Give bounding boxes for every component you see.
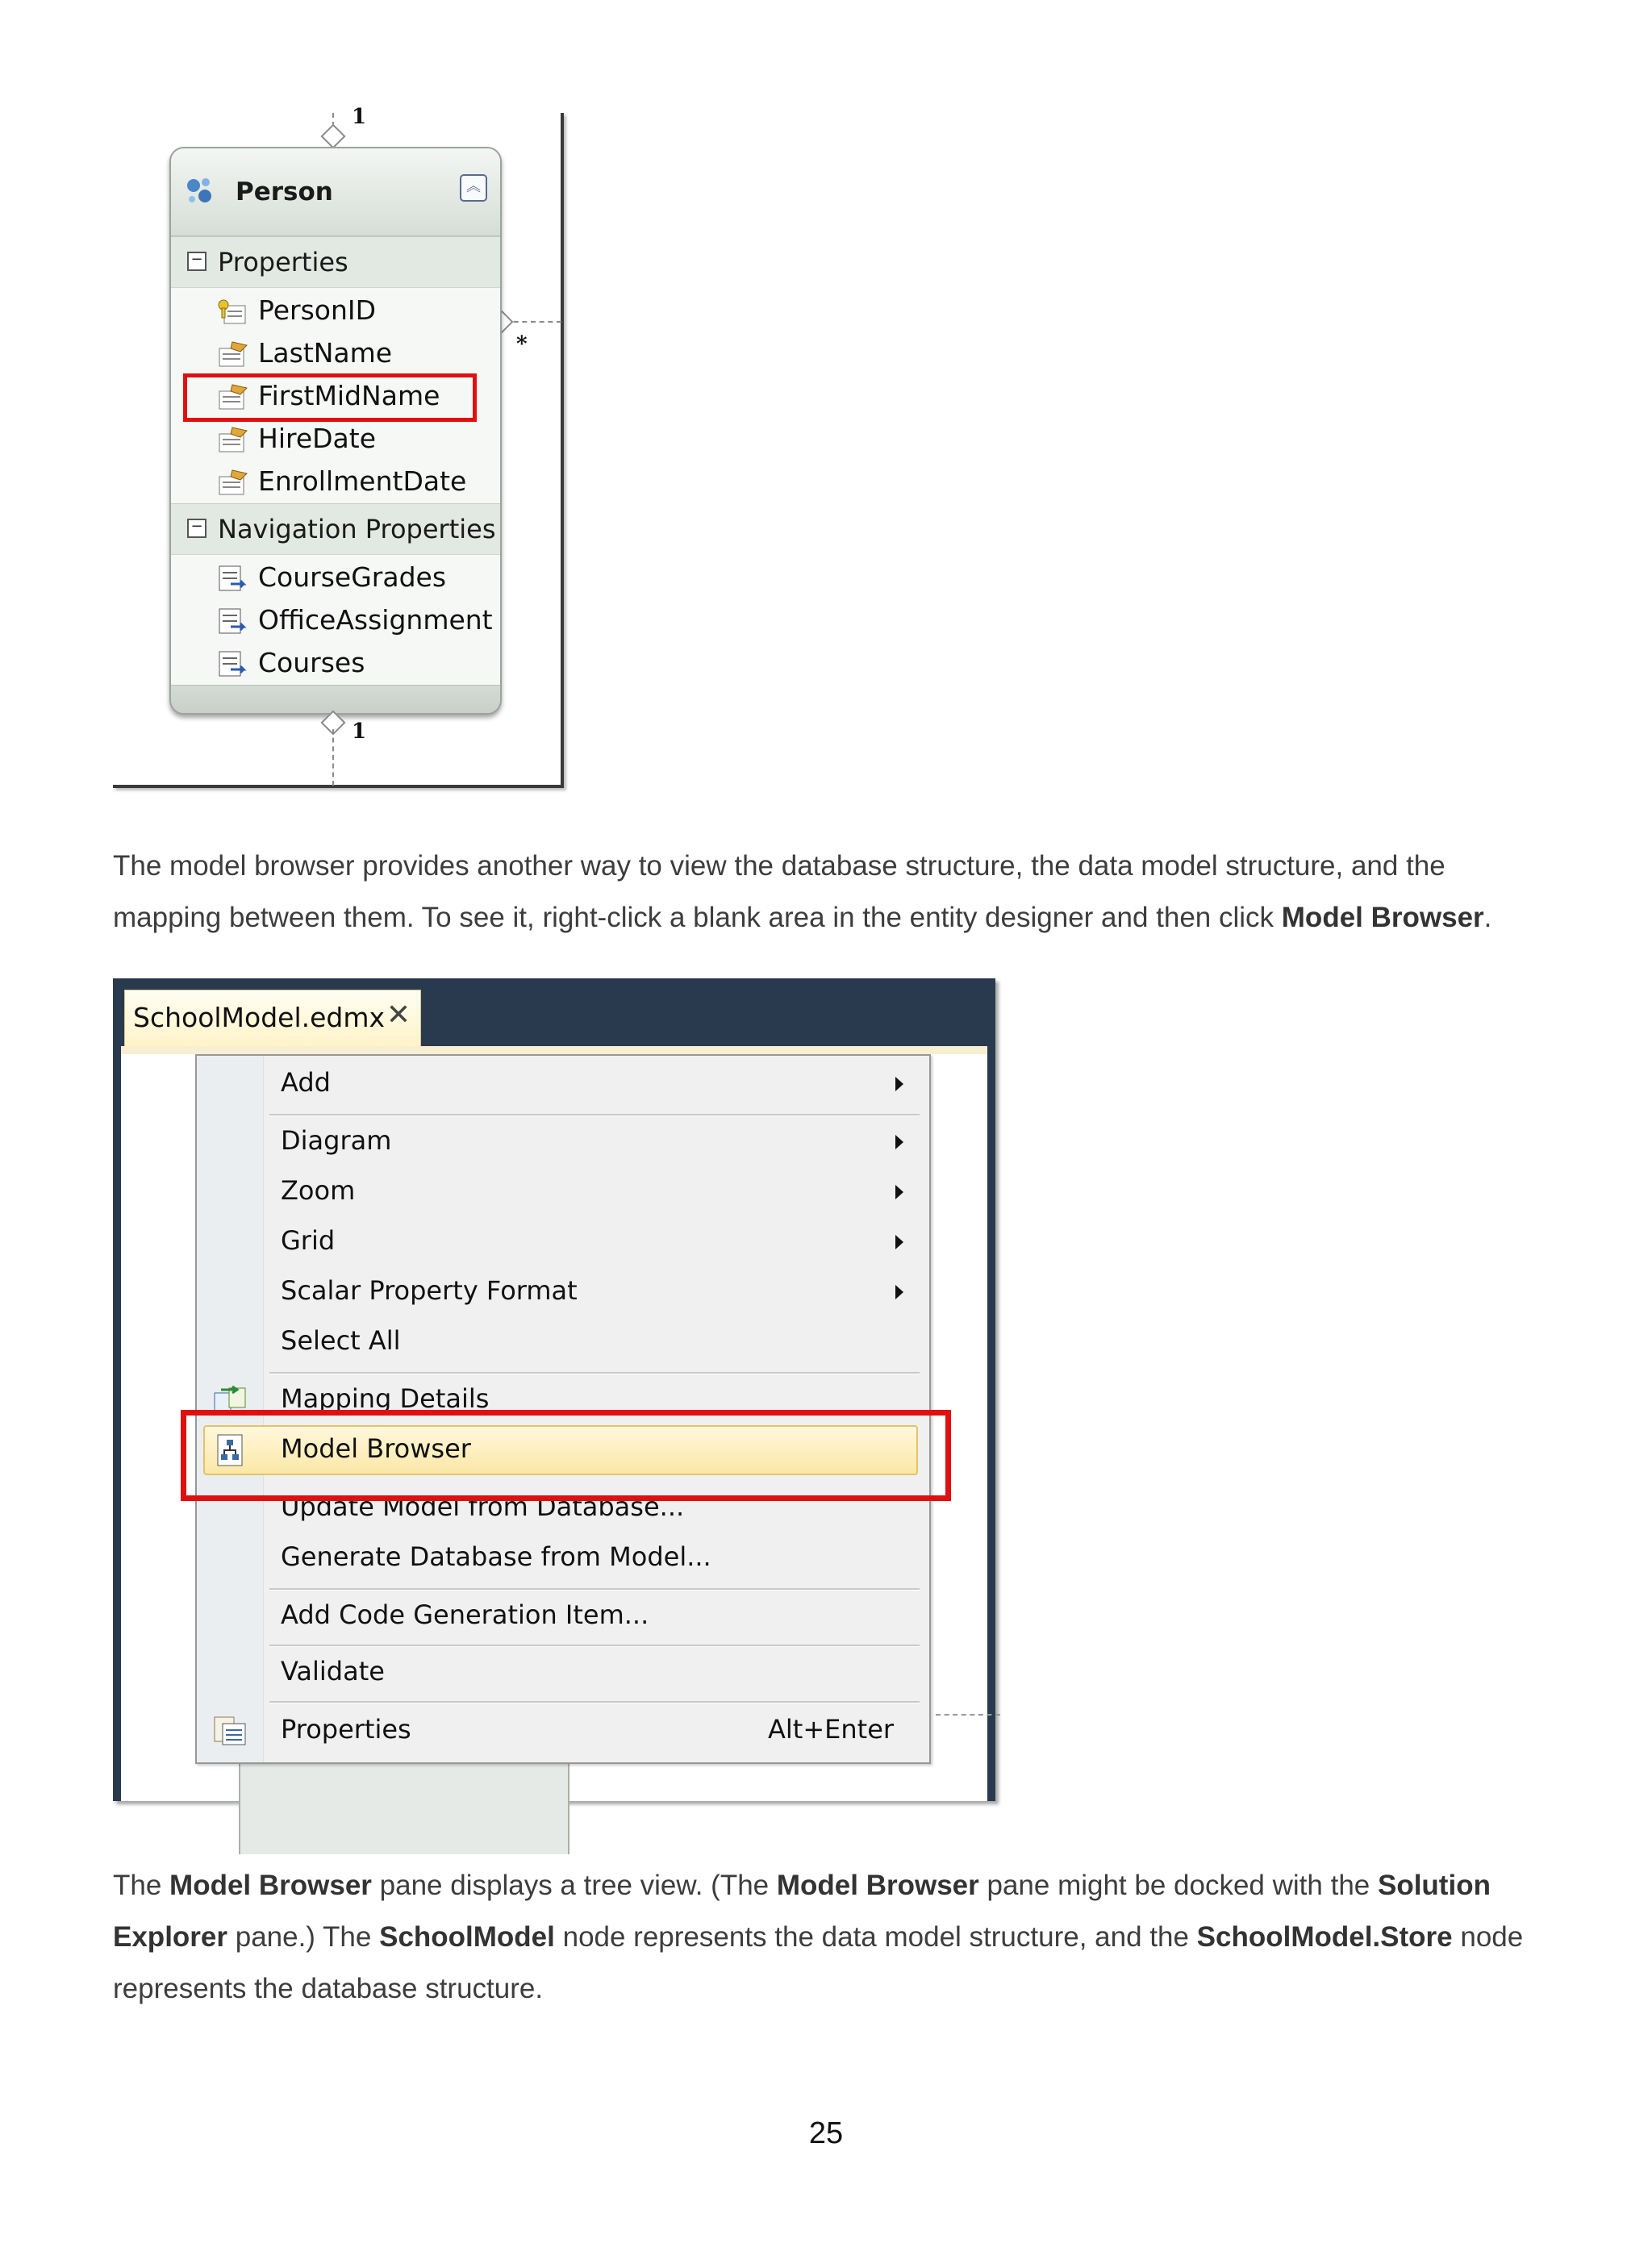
collapse-minus-icon[interactable]: −	[187, 519, 206, 538]
navigation-label: CourseGrades	[258, 561, 447, 593]
property-row[interactable]	[171, 418, 500, 461]
property-label: PersonID	[258, 294, 377, 326]
menu-item-generate-database[interactable]	[197, 1533, 926, 1583]
properties-label: Properties	[218, 247, 348, 277]
property-icon	[216, 426, 248, 455]
submenu-arrow-icon	[895, 1185, 903, 1199]
property-icon	[216, 340, 248, 369]
paragraph-text: node represents the data model structure, and the	[554, 1921, 1197, 1953]
paragraph-text: .	[1483, 902, 1492, 933]
menu-item-validate[interactable]	[197, 1648, 926, 1698]
submenu-arrow-icon	[895, 1285, 903, 1299]
property-label: LastName	[258, 337, 393, 369]
bold-schoolmodel-store: SchoolModel.Store	[1196, 1921, 1453, 1953]
property-label: FirstMidName	[258, 380, 440, 411]
property-row[interactable]	[171, 290, 500, 332]
entity-footer	[171, 685, 500, 713]
paragraph-text: The model browser provides another way to view the database structure, the data model structure, and the mapping between them. To see it, right-click a blank area in the entity designer and then click	[113, 850, 1446, 933]
navigation-label: Navigation Properties	[218, 514, 496, 544]
paragraph-text: pane might be docked with the	[978, 1870, 1378, 1901]
menu-item-label: Validate	[281, 1656, 385, 1687]
bold-model-browser: Model Browser	[776, 1870, 979, 1901]
bold-solution-explorer: Solution Explorer	[113, 1870, 1491, 1953]
navigation-row[interactable]	[171, 557, 500, 599]
bold-model-browser: Model Browser	[169, 1870, 372, 1901]
multiplicity-bottom: 1	[352, 719, 367, 744]
tab-title: SchoolModel.edmx	[133, 1002, 386, 1033]
menu-item-label: Model Browser	[281, 1433, 471, 1464]
document-tab[interactable]	[124, 990, 421, 1047]
menu-item-select-all[interactable]	[197, 1317, 926, 1367]
menu-separator	[269, 1372, 920, 1374]
menu-separator	[269, 1645, 920, 1647]
context-menu-figure	[113, 978, 1000, 1805]
multiplicity-top: 1	[352, 105, 367, 129]
person-entity[interactable]	[169, 147, 502, 715]
navigation-property-icon	[216, 607, 248, 636]
entity-header	[171, 148, 500, 236]
paragraph-text: The	[113, 1870, 170, 1901]
navigation-row[interactable]	[171, 642, 500, 685]
menu-item-diagram[interactable]	[197, 1117, 926, 1167]
menu-item-label: Scalar Property Format	[281, 1275, 578, 1306]
property-row[interactable]	[171, 461, 500, 503]
submenu-arrow-icon	[895, 1077, 903, 1091]
background-association-line	[936, 1714, 1000, 1716]
navigation-property-icon	[216, 650, 248, 679]
menu-item-add-code-generation-item[interactable]	[197, 1591, 926, 1641]
menu-item-label: Select All	[281, 1325, 401, 1356]
submenu-arrow-icon	[895, 1235, 903, 1249]
person-entity-figure	[113, 105, 565, 789]
submenu-arrow-icon	[895, 1135, 903, 1149]
bold-schoolmodel: SchoolModel	[379, 1921, 555, 1953]
property-row[interactable]	[171, 332, 500, 375]
page-number: 25	[808, 2116, 844, 2150]
menu-item-label: Properties	[281, 1714, 411, 1745]
paragraph-text: node represents the database structure.	[113, 1921, 1524, 2004]
highlight-box-firstmidname	[183, 373, 477, 422]
menu-item-scalar-property-format[interactable]	[197, 1267, 926, 1317]
menu-separator	[269, 1114, 920, 1116]
menu-separator	[269, 1701, 920, 1703]
menu-item-label: Add	[281, 1067, 331, 1098]
navigation-section-header[interactable]	[171, 503, 500, 555]
menu-item-label: Zoom	[281, 1175, 356, 1206]
navigation-property-icon	[216, 565, 248, 594]
entity-type-icon	[184, 174, 216, 206]
property-label: HireDate	[258, 423, 377, 454]
property-label: EnrollmentDate	[258, 465, 467, 497]
menu-item-label: Add Code Generation Item...	[281, 1599, 649, 1630]
association-line-bottom	[332, 729, 334, 786]
multiplicity-right: *	[516, 332, 528, 357]
entity-title: Person	[236, 177, 333, 206]
body-paragraph-2	[113, 1860, 1541, 2015]
key-property-icon	[216, 298, 248, 327]
menu-item-label: Grid	[281, 1225, 336, 1256]
menu-item-label: Generate Database from Model...	[281, 1541, 711, 1572]
menu-item-shortcut: Alt+Enter	[768, 1714, 895, 1745]
paragraph-text: pane displays a tree view. (The	[371, 1870, 777, 1901]
collapse-minus-icon[interactable]: −	[187, 252, 206, 271]
paragraph-text: pane.) The	[227, 1921, 380, 1953]
navigation-label: Courses	[258, 647, 365, 678]
menu-item-label: Update Model from Database...	[281, 1491, 685, 1522]
close-icon[interactable]: ✕	[386, 999, 411, 1032]
menu-separator	[269, 1588, 920, 1591]
menu-item-label: Mapping Details	[281, 1383, 490, 1414]
menu-item-zoom[interactable]	[197, 1167, 926, 1217]
highlight-box-model-browser	[181, 1410, 951, 1501]
properties-section-header[interactable]	[171, 236, 500, 288]
body-paragraph-1	[113, 840, 1541, 944]
navigation-row[interactable]	[171, 599, 500, 642]
navigation-label: OfficeAssignment	[258, 604, 493, 636]
property-icon	[216, 469, 248, 498]
properties-icon	[211, 1714, 248, 1748]
menu-item-properties[interactable]	[197, 1706, 926, 1756]
context-menu	[195, 1054, 931, 1764]
collapse-chevron-icon[interactable]: ︽	[460, 174, 487, 202]
menu-item-add[interactable]	[197, 1059, 926, 1109]
navigation-list	[171, 555, 500, 685]
bold-model-browser: Model Browser	[1281, 902, 1484, 933]
menu-item-grid[interactable]	[197, 1217, 926, 1267]
menu-item-label: Diagram	[281, 1125, 392, 1156]
